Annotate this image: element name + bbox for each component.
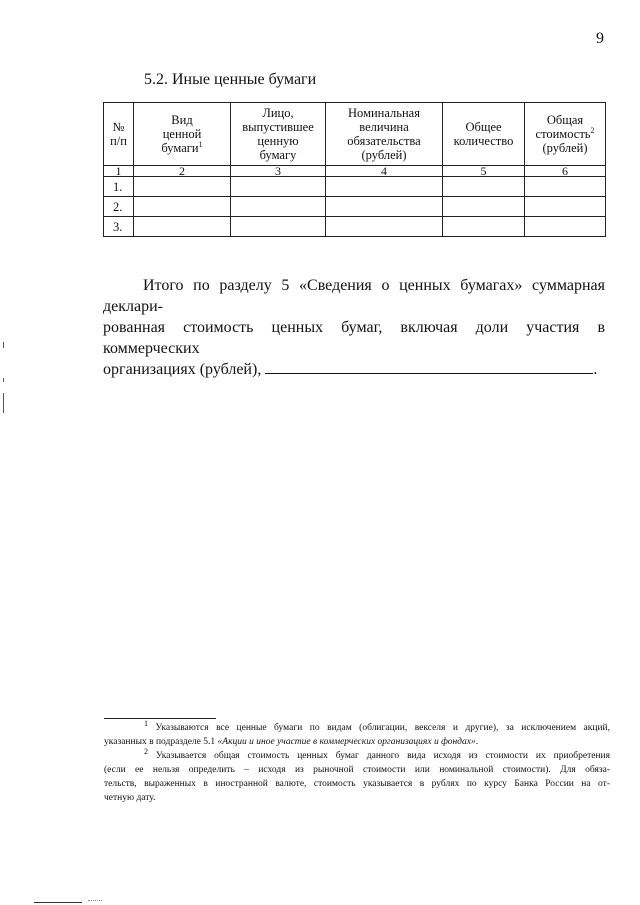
table-cell[interactable] [525, 197, 606, 217]
column-number: 4 [326, 166, 443, 177]
table-cell[interactable] [525, 217, 606, 237]
header-cost: Общая стоимость$^2$ (рублей) [525, 103, 606, 166]
bottom-scan-mark [88, 900, 102, 901]
table-cell[interactable] [134, 217, 231, 237]
total-value-field[interactable] [265, 361, 593, 374]
table-row [104, 217, 606, 237]
total-paragraph [103, 275, 605, 380]
column-number: 5 [443, 166, 525, 177]
header-issuer: Лицо, выпустившее ценную бумагу [231, 103, 326, 166]
column-number: 3 [231, 166, 326, 177]
header-quantity: Общее количество [443, 103, 525, 166]
row-number: 3. [104, 217, 134, 237]
table-cell[interactable] [443, 197, 525, 217]
table-cell[interactable] [231, 217, 326, 237]
total-line-3: организациях (рублей), . [103, 361, 598, 378]
table-cell[interactable] [443, 217, 525, 237]
footnote-mark: 2 [144, 746, 148, 756]
total-line-2: рованная стоимость ценных бумаг, включая доли участия в коммерческих [103, 319, 605, 357]
table-row [104, 177, 606, 197]
table-cell[interactable] [326, 177, 443, 197]
column-number: 6 [525, 166, 606, 177]
footnote-2: $^2$ Указывается общая стоимость ценных бумаг данного вида исходя из стоимости их приобретения (если ее нельзя определить – исходя из рыночной стоимости или номинальной стоимости). Для обяза- тельств, выраженных в иностранной валюте, стоимость указывается в рублях по курсу Банка России на от- четную дату. [104, 746, 610, 803]
table-header-row [104, 103, 606, 166]
table-cell[interactable] [134, 177, 231, 197]
table-row [104, 197, 606, 217]
footnote-1: $^1$ Указываются все ценные бумаги по видам (облигации, векселя и другие), за исключением акций, указанных в подразделе 5.1 «Акции и иное участие в коммерческих организациях и фондах». [104, 718, 611, 747]
margin-mark [3, 342, 4, 348]
bottom-scan-mark [34, 902, 82, 903]
margin-mark [3, 378, 4, 382]
table-cell[interactable] [231, 197, 326, 217]
total-line-1: Итого по разделу 5 «Сведения о ценных бумагах» суммарная деклари- [103, 277, 605, 315]
table-cell[interactable] [134, 197, 231, 217]
footnote-separator [104, 718, 216, 719]
row-number: 2. [104, 197, 134, 217]
margin-mark [3, 393, 4, 413]
footnote-mark: 1 [144, 718, 148, 728]
header-num: № п/п [104, 103, 134, 166]
table-cell[interactable] [326, 217, 443, 237]
column-number: 1 [104, 166, 134, 177]
footnotes [104, 718, 611, 805]
row-number: 1. [104, 177, 134, 197]
column-number: 2 [134, 166, 231, 177]
header-type: Вид ценной бумаги$^1$ [134, 103, 231, 166]
table-cell[interactable] [326, 197, 443, 217]
footnote-ref-1: 1 [198, 139, 203, 149]
table-cell[interactable] [231, 177, 326, 197]
footnote-ref-2: 2 [590, 125, 595, 135]
section-title: 5.2. Иные ценные бумаги [144, 71, 317, 88]
table-cell[interactable] [525, 177, 606, 197]
table-cell[interactable] [443, 177, 525, 197]
header-nominal: Номинальная величина обязательства (рублей) [326, 103, 443, 166]
securities-table [103, 102, 606, 237]
column-number-row [104, 166, 606, 177]
page-number: 9 [596, 30, 604, 47]
